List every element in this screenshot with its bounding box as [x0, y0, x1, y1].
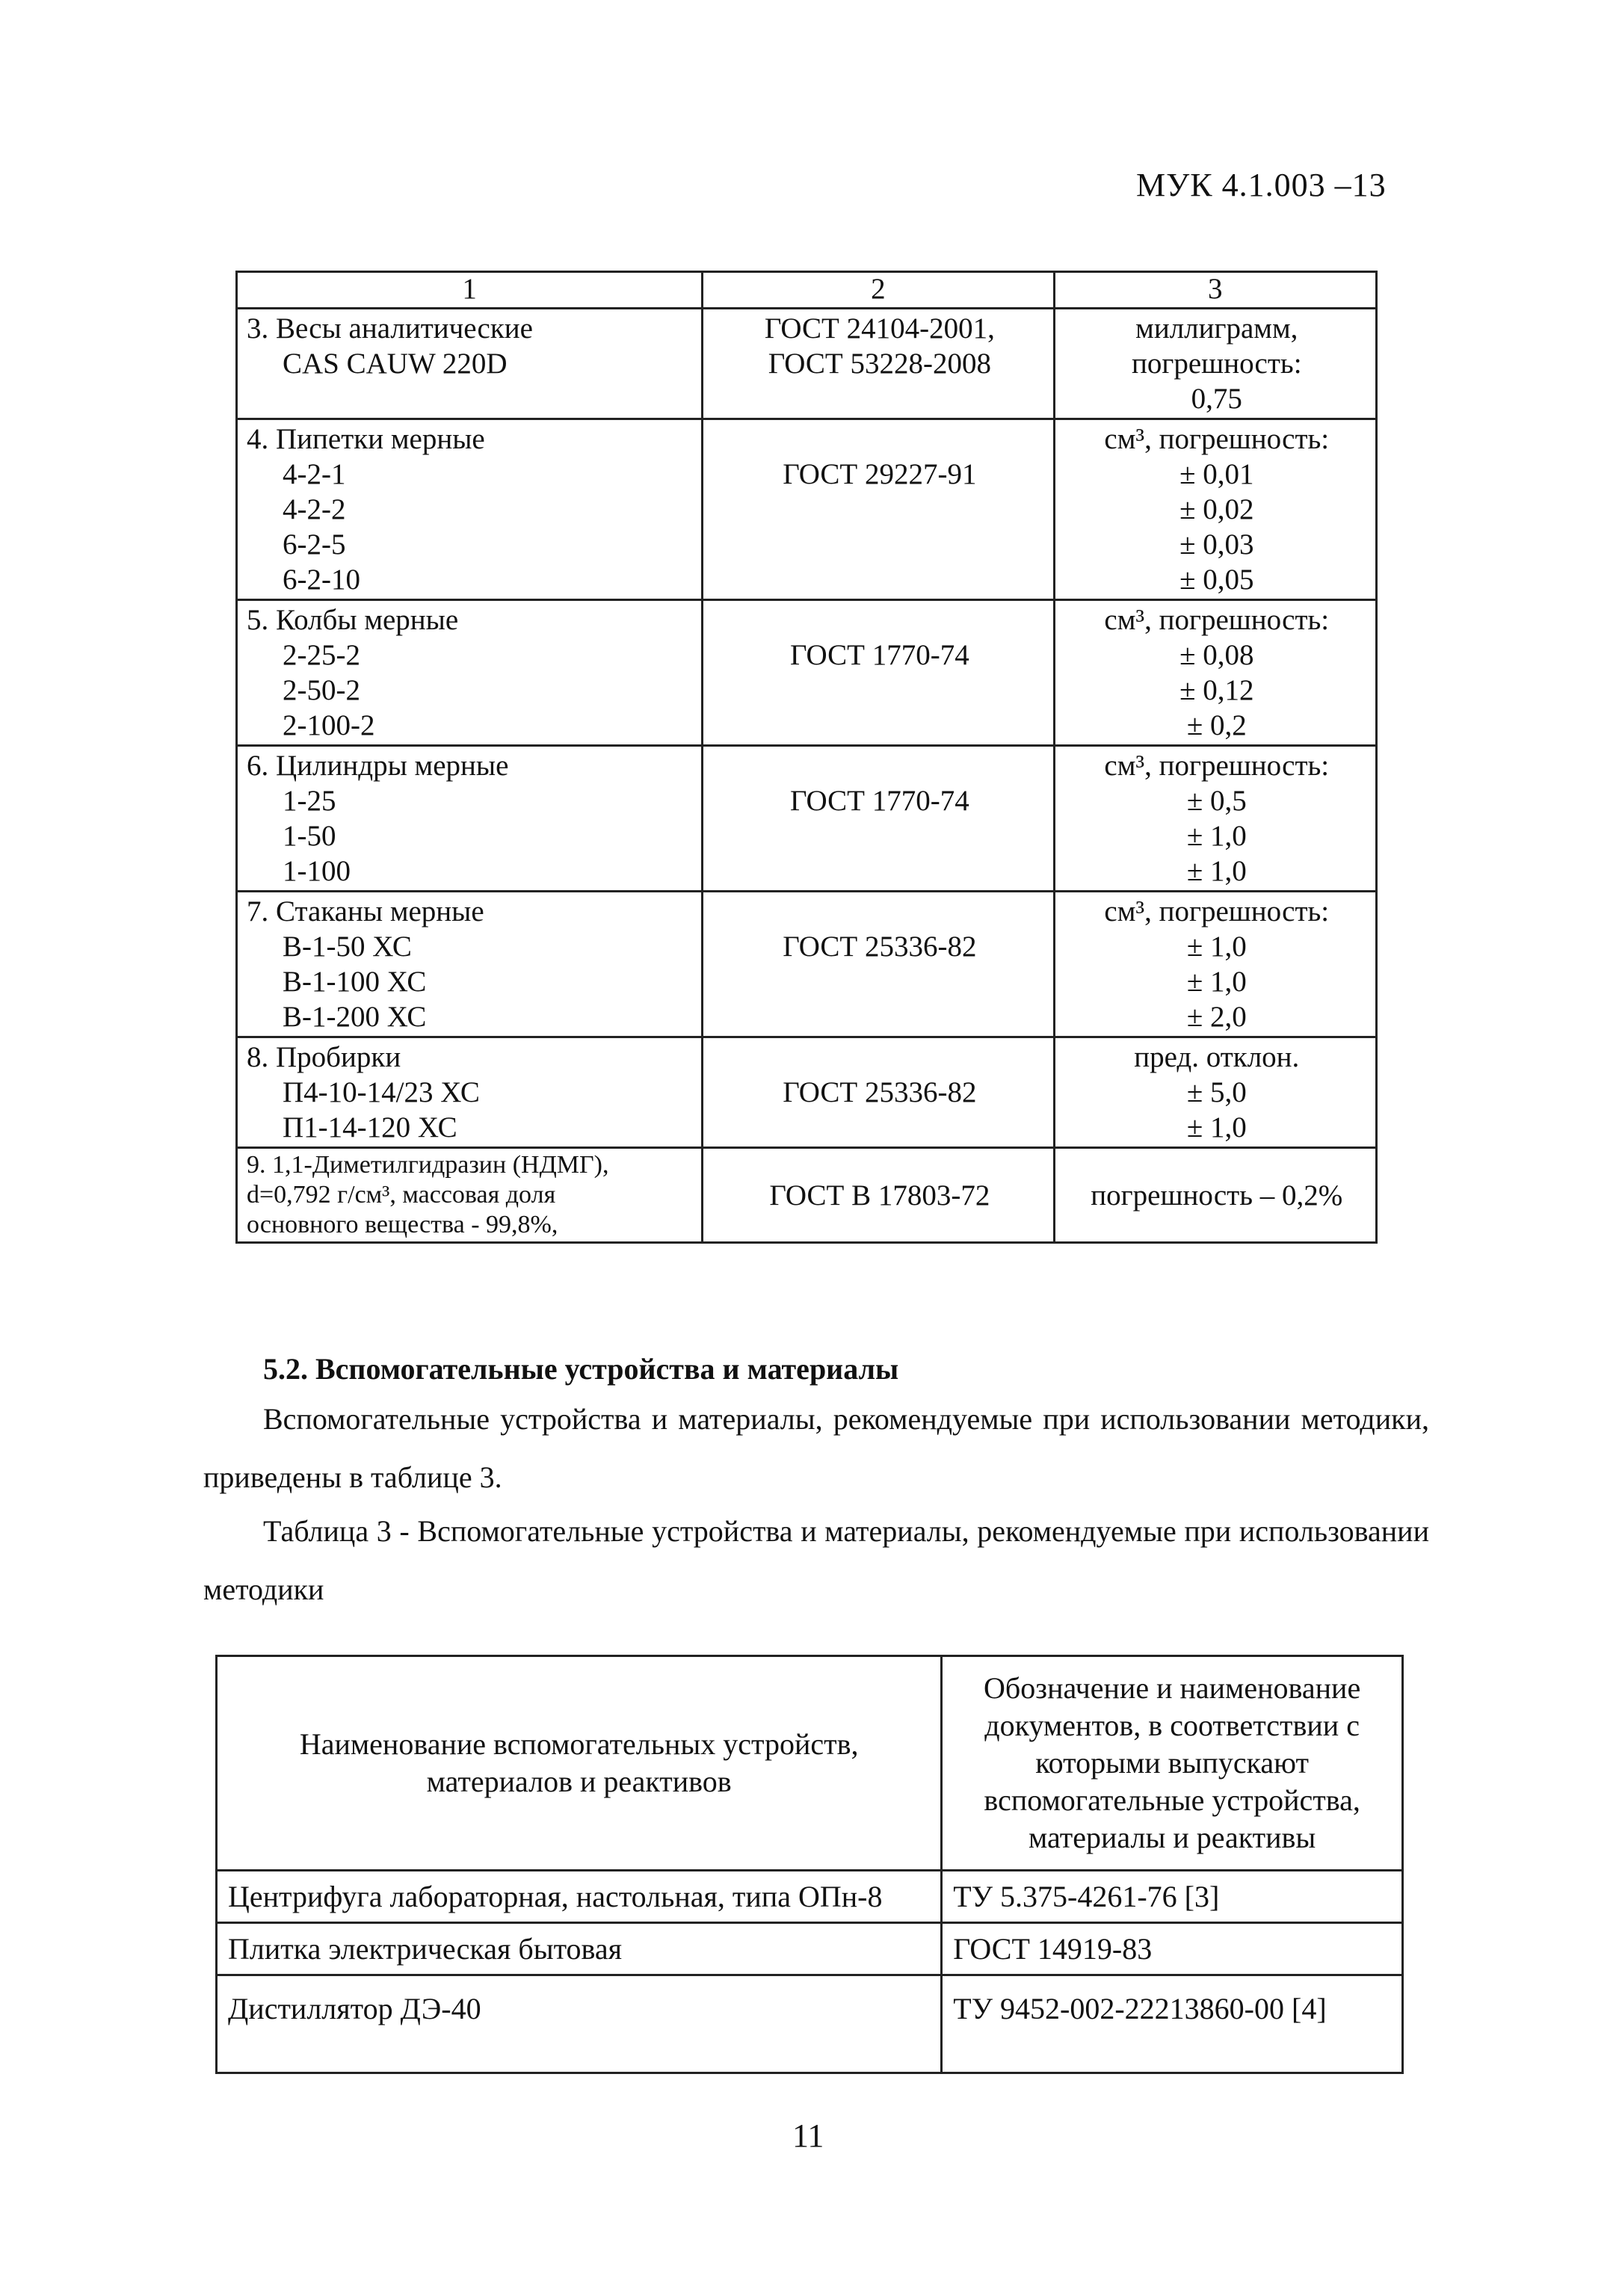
column-header: 1 — [237, 272, 703, 309]
instrument-model: 4-2-1 — [283, 458, 346, 490]
column-header: Наименование вспомогательных устройств, материалов и реактивов — [217, 1656, 942, 1871]
instrument-model: 2-50-2 — [283, 674, 360, 706]
page-number: 11 — [792, 2117, 824, 2154]
accuracy-text: ± 0,08 — [1179, 639, 1254, 671]
accuracy-text: ± 1,0 — [1186, 820, 1247, 852]
accuracy-text: ± 1,0 — [1186, 966, 1247, 998]
material-name: Центрифуга лабораторная, настольная, типа ОПн-8 — [217, 1871, 942, 1923]
material-doc: ГОСТ 14919-83 — [942, 1923, 1403, 1975]
accuracy-text: ± 0,2 — [1186, 709, 1247, 741]
instrument-model: 1-50 — [283, 820, 336, 852]
instrument-model: 2-100-2 — [283, 709, 375, 741]
accuracy-text: ± 0,12 — [1179, 674, 1254, 706]
instruments-table — [235, 271, 1378, 1244]
section-title: 5.2. Вспомогательные устройства и материалы — [263, 1352, 899, 1386]
document-code: МУК 4.1.003 –13 — [1136, 167, 1387, 203]
table-row — [217, 1975, 1403, 2073]
column-header: 2 — [703, 272, 1054, 309]
accuracy-text: ± 2,0 — [1186, 1001, 1247, 1033]
instrument-model: П4-10-14/23 ХС — [283, 1076, 480, 1108]
auxiliary-materials-table — [215, 1655, 1404, 2074]
material-name: Плитка электрическая бытовая — [217, 1923, 942, 1975]
instrument-model: 6-2-10 — [283, 564, 360, 596]
instrument-cell — [237, 309, 703, 419]
table-row — [237, 419, 1377, 600]
instrument-model: CAS CAUW 220D — [283, 348, 508, 380]
column-header: Обозначение и наименование документов, в соответствии с которыми выпускают вспомогательные устройства, материалы и реактивы — [942, 1656, 1403, 1871]
instrument-name: 6. Цилиндры мерные — [247, 750, 509, 782]
instrument-model: 1-25 — [283, 785, 336, 817]
instrument-name: 9. 1,1-Диметилгидразин (НДМГ), — [247, 1151, 609, 1179]
accuracy-text: ± 1,0 — [1186, 1111, 1247, 1144]
standard-text: ГОСТ 25336-82 — [783, 1076, 977, 1108]
instrument-model: В-1-200 ХС — [283, 1001, 427, 1033]
accuracy-text: ± 0,5 — [1186, 785, 1247, 817]
standard-text: ГОСТ 1770-74 — [789, 785, 969, 817]
instrument-model: П1-14-120 ХС — [283, 1111, 457, 1144]
accuracy-text: пред. отклон. — [1134, 1041, 1300, 1073]
accuracy-cell — [1054, 419, 1376, 600]
accuracy-text: ± 0,01 — [1179, 458, 1254, 490]
table-row — [237, 600, 1377, 746]
instrument-model: 2-25-2 — [283, 639, 360, 671]
accuracy-text: см³, погрешность: — [1104, 423, 1330, 455]
table-header-row — [217, 1656, 1403, 1871]
table-row — [237, 1148, 1377, 1243]
instrument-model: 1-100 — [283, 855, 351, 887]
table-row — [237, 892, 1377, 1037]
table-row — [237, 1037, 1377, 1148]
instrument-detail: d=0,792 г/см³, массовая доля — [247, 1181, 556, 1209]
accuracy-cell: погрешность – 0,2% — [1054, 1148, 1376, 1243]
material-name: Дистиллятор ДЭ-40 — [217, 1975, 942, 2073]
accuracy-text: миллиграмм, — [1135, 312, 1298, 345]
standard-text: ГОСТ 29227-91 — [783, 458, 977, 490]
accuracy-text: ± 0,05 — [1179, 564, 1254, 596]
standard-cell — [703, 892, 1054, 1037]
accuracy-text: см³, погрешность: — [1104, 604, 1330, 636]
table-header-row — [237, 272, 1377, 309]
standard-cell — [703, 309, 1054, 419]
instrument-name: 4. Пипетки мерные — [247, 423, 485, 455]
accuracy-cell — [1054, 309, 1376, 419]
standard-text: ГОСТ 1770-74 — [789, 639, 969, 671]
standard-cell: ГОСТ В 17803-72 — [703, 1148, 1054, 1243]
instrument-cell — [237, 419, 703, 600]
standard-cell — [703, 600, 1054, 746]
accuracy-text: см³, погрешность: — [1104, 750, 1330, 782]
material-doc: ТУ 5.375-4261-76 [3] — [942, 1871, 1403, 1923]
instrument-model: 6-2-5 — [283, 528, 346, 561]
table-row — [217, 1923, 1403, 1975]
accuracy-text: ± 0,02 — [1179, 493, 1254, 525]
table-row — [237, 309, 1377, 419]
paragraph-text: Вспомогательные устройства и материалы, рекомендуемые при использовании методики, приведены в таблице 3. — [203, 1402, 1429, 1494]
accuracy-text: ± 1,0 — [1186, 931, 1247, 963]
accuracy-text: ± 1,0 — [1186, 855, 1247, 887]
accuracy-text: ± 5,0 — [1186, 1076, 1247, 1108]
standard-text: ГОСТ 24104-2001, — [764, 312, 995, 345]
standard-cell — [703, 419, 1054, 600]
instrument-cell — [237, 600, 703, 746]
accuracy-cell — [1054, 600, 1376, 746]
instrument-cell — [237, 892, 703, 1037]
table-caption-text: Таблица 3 - Вспомогательные устройства и материалы, рекомендуемые при использовании методики — [203, 1514, 1429, 1606]
table-row — [217, 1871, 1403, 1923]
table-caption — [203, 1502, 1429, 1619]
standard-cell — [703, 1037, 1054, 1148]
standard-text: ГОСТ 53228-2008 — [768, 348, 991, 380]
accuracy-text: погрешность: — [1132, 348, 1302, 380]
table-row — [237, 746, 1377, 892]
instrument-model: В-1-100 ХС — [283, 966, 427, 998]
accuracy-cell — [1054, 892, 1376, 1037]
accuracy-cell — [1054, 1037, 1376, 1148]
paragraph — [203, 1390, 1429, 1507]
instrument-model: 4-2-2 — [283, 493, 346, 525]
accuracy-text: см³, погрешность: — [1104, 895, 1330, 928]
instrument-model: В-1-50 ХС — [283, 931, 412, 963]
standard-cell — [703, 746, 1054, 892]
accuracy-text: ± 0,03 — [1179, 528, 1254, 561]
instrument-name: 3. Весы аналитические — [247, 312, 533, 345]
standard-text: ГОСТ 25336-82 — [783, 931, 977, 963]
instrument-cell — [237, 1037, 703, 1148]
instrument-name: 7. Стаканы мерные — [247, 895, 484, 928]
instrument-name: 8. Пробирки — [247, 1041, 401, 1073]
instrument-cell — [237, 1148, 703, 1243]
instrument-cell — [237, 746, 703, 892]
material-doc: ТУ 9452-002-22213860-00 [4] — [942, 1975, 1403, 2073]
instrument-name: 5. Колбы мерные — [247, 604, 459, 636]
accuracy-text: 0,75 — [1191, 383, 1242, 415]
column-header: 3 — [1054, 272, 1376, 309]
instrument-detail: основного вещества - 99,8%, — [247, 1211, 558, 1238]
accuracy-cell — [1054, 746, 1376, 892]
